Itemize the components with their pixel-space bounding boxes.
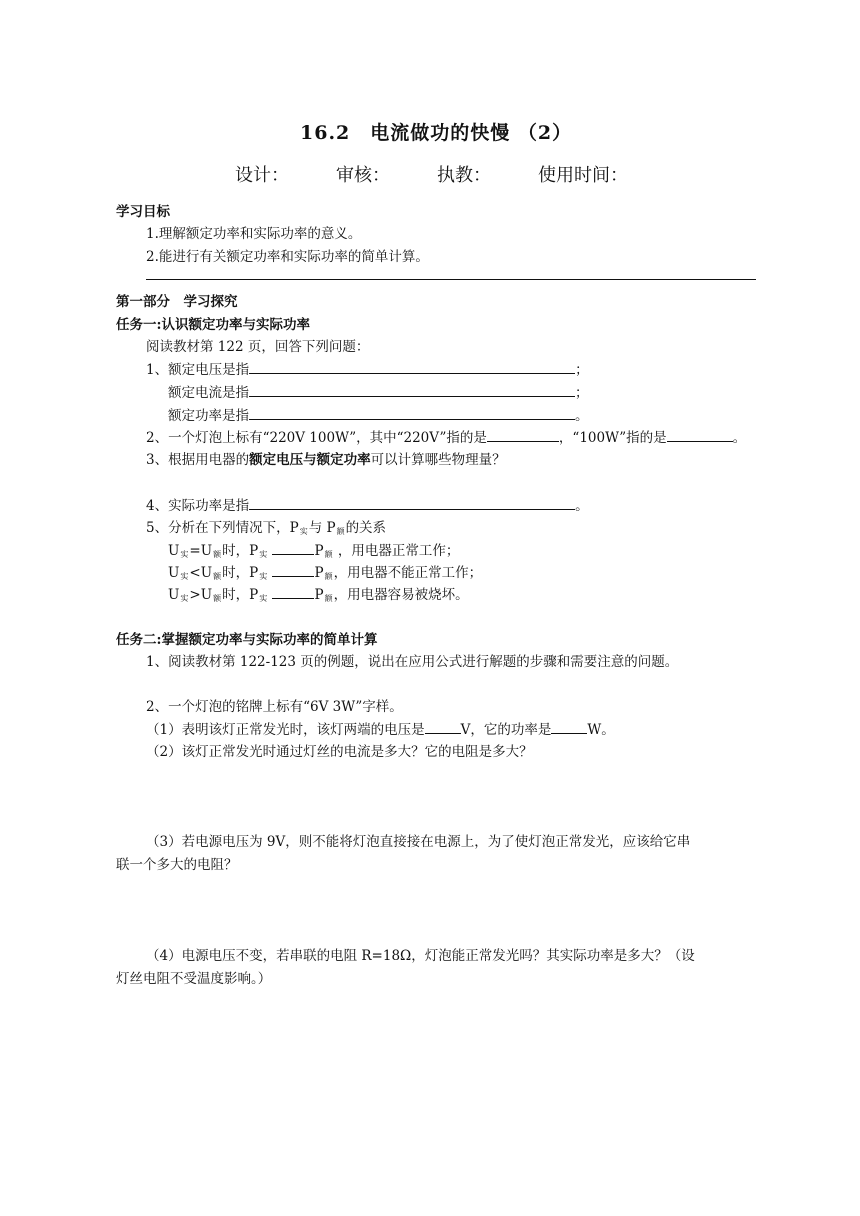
question-3: 3、根据用电器的额定电压与额定功率可以计算哪些物理量？ — [146, 452, 506, 468]
teach-label: 执教： — [437, 165, 491, 186]
answer-blank[interactable] — [249, 383, 575, 397]
question-2: 2、一个灯泡上标有“220V 100W”，其中“220V”指的是 ，“100W”指的是 。 — [146, 430, 747, 446]
review-label: 审核： — [336, 165, 390, 186]
question-1a: 1、额定电压是指 ； — [146, 362, 589, 378]
time-label: 使用时间： — [538, 165, 628, 186]
design-label: 设计： — [235, 165, 289, 186]
condition-equal: U实=U额时，P实 P额 ，用电器正常工作； — [168, 543, 460, 559]
part1-heading: 第一部分 学习探究 — [116, 294, 238, 310]
answer-blank[interactable] — [249, 496, 575, 510]
task2-question-2: 2、一个灯泡的铭牌上标有“6V 3W”字样。 — [146, 699, 403, 715]
task2-heading: 任务二:掌握额定功率与实际功率的简单计算 — [116, 632, 378, 648]
answer-blank[interactable] — [425, 720, 461, 734]
question-4: 4、实际功率是指 。 — [146, 498, 589, 514]
task2-question-2-4-line1: （4）电源电压不变，若串联的电阻 R=18Ω，灯泡能正常发光吗？其实际功率是多大？（设 — [146, 948, 695, 964]
task2-question-1: 1、阅读教材第 122-123 页的例题，说出在应用公式进行解题的步骤和需要注意的问题。 — [146, 654, 679, 670]
objective-item: 2.能进行有关额定功率和实际功率的简单计算。 — [146, 249, 429, 265]
answer-blank[interactable] — [272, 563, 314, 577]
condition-greater: U实>U额时，P实 P额，用电器容易被烧坏。 — [168, 587, 469, 603]
question-5: 5、分析在下列情况下，P实与 P额的关系 — [146, 520, 387, 536]
task2-question-2-3-line2: 联一个多大的电阻？ — [116, 857, 238, 873]
task1-intro: 阅读教材第 122 页，回答下列问题： — [146, 339, 370, 355]
divider — [146, 279, 756, 280]
answer-blank[interactable] — [667, 428, 733, 442]
answer-blank[interactable] — [487, 428, 559, 442]
task2-question-2-4-line2: 灯丝电阻不受温度影响。） — [116, 971, 272, 987]
answer-blank[interactable] — [249, 406, 575, 420]
objective-item: 1.理解额定功率和实际功率的意义。 — [146, 226, 362, 242]
answer-blank[interactable] — [249, 360, 575, 374]
task1-heading: 任务一:认识额定功率与实际功率 — [116, 317, 310, 333]
objectives-heading: 学习目标 — [116, 204, 170, 220]
task2-question-2-1: （1）表明该灯正常发光时，该灯两端的电压是 V，它的功率是 W。 — [146, 722, 615, 738]
answer-blank[interactable] — [272, 541, 314, 555]
task2-question-2-2: （2）该灯正常发光时通过灯丝的电流是多大？它的电阻是多大？ — [146, 744, 533, 760]
question-1c: 额定功率是指 。 — [168, 408, 589, 424]
question-1b: 额定电流是指 ； — [168, 385, 589, 401]
condition-less: U实<U额时，P实 P额，用电器不能正常工作； — [168, 565, 483, 581]
task2-question-2-3-line1: （3）若电源电压为 9V，则不能将灯泡直接接在电源上，为了使灯泡正常发光，应该给它串 — [146, 834, 691, 850]
answer-blank[interactable] — [272, 585, 314, 599]
page-title: 16.2 电流做功的快慢 （2） — [300, 122, 573, 144]
answer-blank[interactable] — [551, 720, 587, 734]
